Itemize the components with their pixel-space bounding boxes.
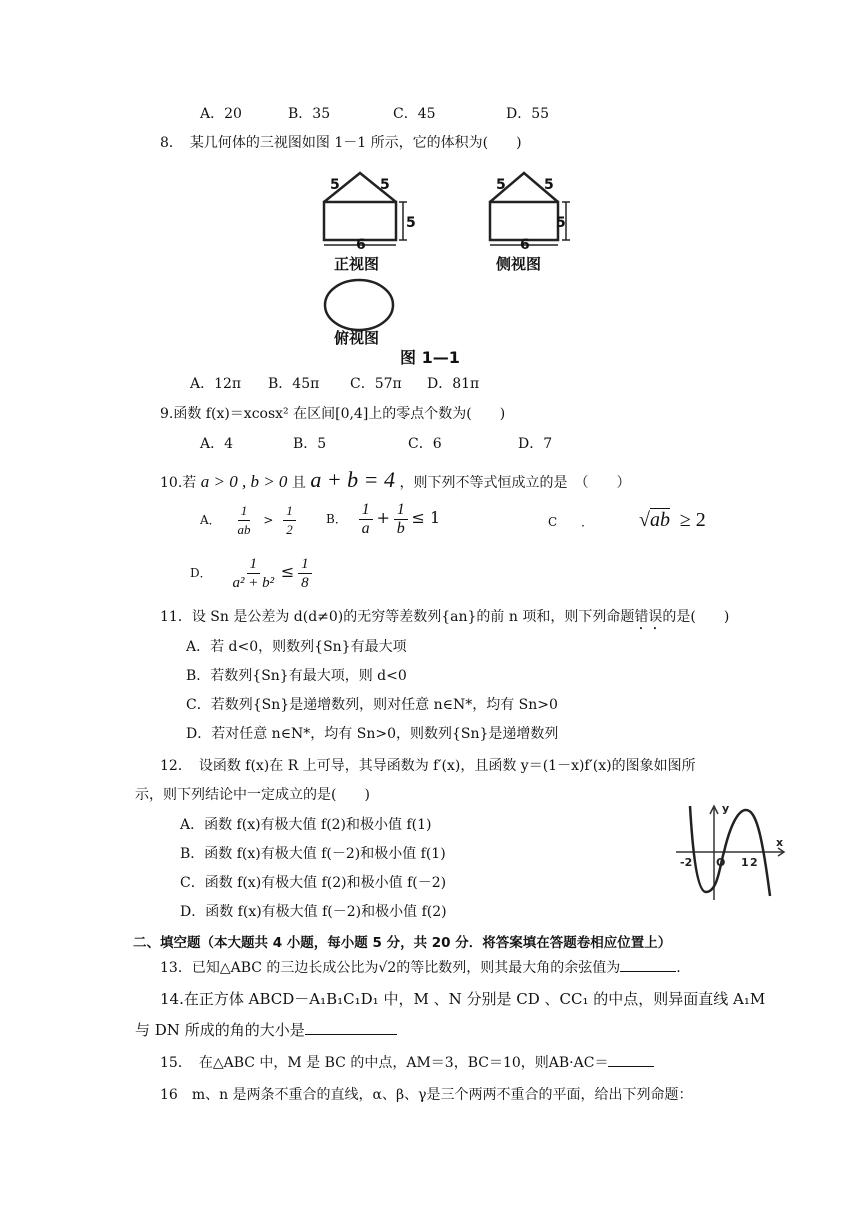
q7-options: [200, 105, 549, 123]
q8-option-c: C．57π: [350, 376, 402, 392]
q9-option-a: A．4: [200, 436, 234, 452]
q9-option-d: D．7: [518, 436, 553, 452]
q10-option-a: [200, 500, 296, 540]
side-view-label: 侧视图: [496, 255, 542, 273]
q10-option-c: [548, 508, 706, 534]
q7-option-a: A．20: [200, 106, 242, 122]
graph-tick-2: 2: [750, 856, 758, 869]
graph-y-label: y: [722, 802, 730, 815]
q10-stem: [160, 468, 630, 495]
graph-x-label: x: [776, 836, 784, 849]
q11-stem-a: 11．设 Sn 是公差为 d(d≠0)的无穷等差数列{an}的前 n 项和，则下列命题: [160, 609, 635, 625]
q10-a-op: >: [263, 513, 274, 527]
figure-caption: 图 1—1: [400, 348, 460, 367]
q10-b-d1: a: [361, 520, 370, 537]
side-dim-width: 6: [520, 237, 530, 253]
q10-d-den: a² + b²: [232, 575, 275, 591]
q11-stem: [160, 608, 729, 633]
q15-text: 15． 在△ABC 中，M 是 BC 的中点，AM＝3，BC＝10，则AB·AC＝: [160, 1055, 609, 1071]
q13-end: .: [676, 960, 681, 976]
q10-b-rel: ≤ 1: [411, 508, 441, 527]
q12-stem-line1: 12． 设函数 f(x)在 R 上可导，其导函数为 f′(x)，且函数 y＝(1－x)f′(x)的图象如图所: [160, 758, 696, 774]
q10-a-rnum: 1: [283, 502, 296, 521]
top-view-label: 俯视图: [334, 329, 380, 347]
q10-a-den: ab: [237, 522, 251, 537]
graph-tick-minus2: -2: [680, 856, 693, 869]
side-dim-height: 5: [556, 215, 566, 231]
q10-a-rden: 2: [286, 522, 293, 537]
q9-options: [200, 435, 552, 453]
q10-b-d2: b: [396, 520, 405, 537]
q8-option-a: A．12π: [190, 376, 242, 392]
side-dim-left: 5: [496, 177, 506, 193]
q10-option-b: [326, 498, 440, 539]
q10-cond1: a > 0 , b > 0: [200, 472, 288, 491]
q11-option-d: D．若对任意 n∈N*，均有 Sn>0，则数列{Sn}是递增数列: [186, 726, 559, 742]
q10-d-rden: 8: [301, 575, 309, 591]
three-view-main: [300, 165, 570, 367]
front-view-label: 正视图: [334, 255, 380, 273]
q15-line: [160, 1052, 654, 1072]
derivative-graph: [672, 800, 788, 902]
q10-pre: 10.若: [160, 475, 197, 491]
sqrt-symbol: √: [639, 509, 650, 531]
q8-stem: 8． 某几何体的三视图如图 1－1 所示，它的体积为( ): [160, 135, 522, 151]
q10-b-n1: 1: [359, 501, 373, 520]
q14-line2: [135, 1020, 397, 1039]
front-dim-right: 5: [380, 177, 390, 193]
q12-option-d: D．函数 f(x)有极大值 f(－2)和极小值 f(2): [180, 904, 447, 920]
q8-options: [190, 375, 479, 393]
q12-option-a: A．函数 f(x)有极大值 f(2)和极小值 f(1): [180, 817, 432, 833]
q11-option-a: A．若 d<0，则数列{Sn}有最大项: [186, 639, 407, 655]
q10-c-expr: ab: [650, 509, 670, 531]
q10-post: ，则下列不等式恒成立的是 （ ）: [399, 475, 631, 491]
q10-d-num: 1: [247, 555, 261, 574]
q13-blank[interactable]: [620, 957, 676, 972]
q13-line: [160, 957, 681, 977]
q10-b-plus: +: [376, 508, 390, 527]
q7-option-b: B．35: [288, 106, 331, 122]
q12-option-c: C．函数 f(x)有极大值 f(2)和极小值 f(－2): [180, 875, 447, 891]
q15-blank[interactable]: [608, 1052, 654, 1067]
q8-option-d: D．81π: [427, 376, 480, 392]
q10-b-label: B．: [326, 512, 347, 526]
q12-option-b: B．函数 f(x)有极大值 f(－2)和极小值 f(1): [180, 846, 446, 862]
q10-option-d: [190, 552, 312, 593]
q14-line1: 14.在正方体 ABCD－A₁B₁C₁D₁ 中，M 、N 分别是 CD 、CC₁ 的中点，则异面直线 A₁M: [160, 990, 766, 1008]
q8-option-b: B．45π: [268, 376, 320, 392]
front-dim-left: 5: [330, 177, 340, 193]
graph-origin: O: [716, 856, 726, 869]
front-dim-width: 6: [356, 237, 366, 253]
q10-cond2: a + b = 4: [310, 467, 396, 492]
q11-option-b: B．若数列{Sn}有最大项，则 d<0: [186, 668, 407, 684]
q10-mid: 且: [291, 475, 306, 491]
q10-d-rel: ≤: [280, 562, 295, 581]
q12-stem-line2: 示，则下列结论中一定成立的是( ): [135, 787, 370, 803]
side-dim-right: 5: [544, 177, 554, 193]
q11-option-c: C．若数列{Sn}是递增数列，则对任意 n∈N*，均有 Sn>0: [186, 697, 558, 713]
q14-text2: 与 DN 所成的角的大小是: [135, 1021, 305, 1039]
q10-a-num: 1: [238, 502, 251, 521]
q7-option-c: C．45: [393, 106, 436, 122]
q7-option-d: D．55: [506, 106, 550, 122]
q11-stem-emph: 错误: [634, 609, 663, 625]
graph-tick-1: 1: [741, 856, 749, 869]
q9-option-b: B．5: [293, 436, 327, 452]
q13-text: 13．已知△ABC 的三边长成公比为√2的等比数列，则其最大角的余弦值为: [160, 960, 621, 976]
q10-a-label: A．: [200, 513, 221, 527]
curve: [690, 806, 770, 896]
q9-stem: 9.函数 f(x)＝xcosx² 在区间[0,4]上的零点个数为( ): [160, 406, 506, 422]
front-dim-height: 5: [406, 215, 416, 231]
q10-c-label: C ．: [548, 515, 594, 529]
q16-line: 16 m、n 是两条不重合的直线，α、β、γ是三个两两不重合的平面，给出下列命题：: [160, 1087, 693, 1103]
q14-blank[interactable]: [305, 1020, 397, 1035]
q10-c-rel: ≥ 2: [679, 509, 706, 531]
q10-d-rnum: 1: [298, 555, 312, 574]
section-2-title: 二、填空题（本大题共 4 小题，每小题 5 分，共 20 分．将答案填在答题卷相应位置上）: [133, 935, 672, 951]
q10-d-label: D．: [190, 566, 212, 580]
q10-b-n2: 1: [394, 501, 408, 520]
q11-stem-b: 的是( ): [662, 609, 730, 625]
q9-option-c: C．6: [408, 436, 442, 452]
